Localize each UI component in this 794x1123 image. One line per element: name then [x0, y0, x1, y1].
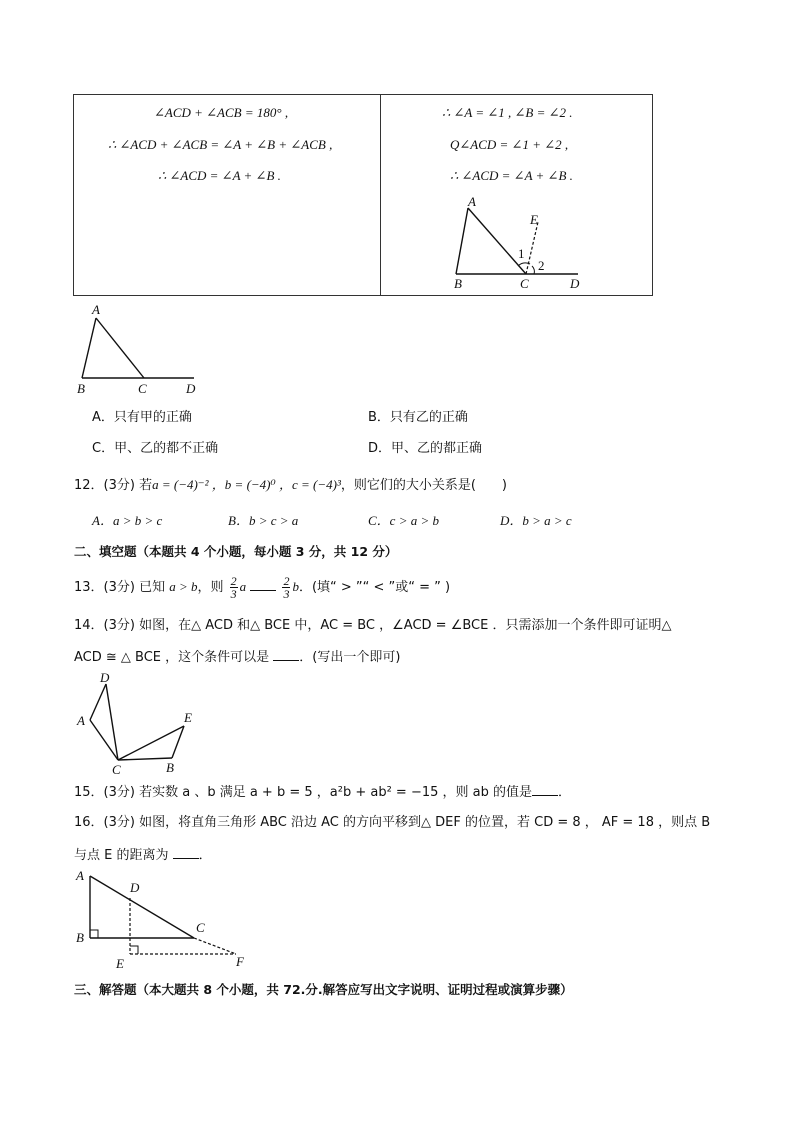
q16-label-c: C: [196, 920, 205, 935]
fig-line-ac: [468, 208, 526, 274]
right-proof-line-2: Q∠ACD = ∠1 + ∠2 ,: [450, 137, 569, 152]
fig-label-e: E: [530, 212, 538, 227]
q11-option-c: C．甲、乙的都不正确: [92, 441, 219, 456]
q14-line-2-a: ACD ≅ △ BCE ，这个条件可以是: [74, 650, 270, 665]
q14-line-ce: [118, 726, 184, 760]
q16-label-d: D: [130, 880, 140, 895]
q16-line-2-a: 与点 E 的距离为: [74, 848, 169, 863]
section-3-heading: 三、解答题（本大题共 8 个小题，共 72.分.解答应写出文字说明、证明过程或演算步骤）: [74, 982, 573, 997]
q16-label-b: B: [76, 930, 84, 945]
fig-label-d: D: [570, 276, 580, 291]
q14-line-1: 14．(3分) 如图，在△ ACD 和△ BCE 中，AC = BC ，∠ACD = ∠BCE ．只需添加一个条件即可证明△: [74, 618, 672, 633]
q11-option-a: A．只有甲的正确: [92, 410, 192, 425]
left-proof-line-2: ∴ ∠ACD + ∠ACB = ∠A + ∠B + ∠ACB ,: [108, 137, 333, 152]
q13-mid: ，则: [197, 580, 224, 595]
q14-line-da: [90, 684, 106, 720]
q14-line-ac: [90, 720, 118, 760]
q11-line-ac: [96, 318, 144, 378]
q14-label-b: B: [166, 760, 174, 775]
q14-line-2-b: ．(写出一个即可): [299, 650, 401, 665]
fig-line-ab: [456, 208, 468, 274]
angle-arc-1: [518, 263, 530, 266]
q12-stem: [74, 476, 507, 495]
fig-label-b: B: [454, 276, 462, 291]
q14-label-c: C: [112, 762, 121, 777]
q11-label-c: C: [138, 381, 147, 396]
q14-label-a: A: [77, 713, 85, 728]
left-proof-line-3: ∴ ∠ACD = ∠A + ∠B .: [158, 168, 281, 183]
q12-option-c: C．c > a > b: [368, 513, 439, 528]
q15-text: 15．(3分) 若实数 a 、b 满足 a + b = 5 ，a²b + ab² = −15 ，则 ab 的值是: [74, 785, 532, 800]
q16-label-a: A: [76, 868, 84, 883]
q11-line-ab: [82, 318, 96, 378]
q16-line-2: [74, 846, 212, 865]
q16-right-angle-e: [130, 946, 138, 954]
q13-answer-blank: [250, 578, 276, 591]
fig-label-angle-2: 2: [538, 258, 545, 273]
q14-figure: [74, 668, 204, 778]
proof-figure: [448, 194, 588, 294]
q16-line-1: 16．(3分) 如图，将直角三角形 ABC 沿边 AC 的方向平移到△ DEF 的位置，若 CD = 8 ， AF = 18 ，则点 B: [74, 815, 711, 830]
q13-stem: [74, 575, 450, 600]
angle-arc-2: [532, 266, 534, 274]
q11-option-d: D．甲、乙的都正确: [368, 441, 483, 456]
q13-condition: a > b: [169, 579, 198, 594]
q15-end: ．: [558, 785, 572, 800]
q12-suffix: ，则它们的大小关系是( ): [340, 478, 507, 493]
q16-right-angle-b: [90, 930, 98, 938]
fig-label-angle-1: 1: [518, 246, 525, 261]
right-proof-line-1: ∴ ∠A = ∠1 , ∠B = ∠2 .: [442, 105, 573, 120]
q12-option-a: A．a > b > c: [92, 513, 163, 528]
q12-prefix: 12．(3分) 若: [74, 478, 153, 493]
q13-fraction-left: $\frac{2}{3}$: [230, 574, 237, 601]
q14-answer-blank: [273, 648, 299, 661]
q16-line-2-b: ．: [198, 848, 212, 863]
q12-option-b: B．b > c > a: [228, 513, 299, 528]
q13-var-a: a: [239, 579, 247, 594]
q11-label-a: A: [92, 302, 100, 317]
q13-suffix: ．(填“ > ”“ < ”或“ = ” ): [298, 580, 451, 595]
fig-label-a: A: [468, 194, 476, 209]
q16-label-f: F: [236, 954, 244, 969]
left-proof-line-1: ∠ACD + ∠ACB = 180° ,: [154, 105, 289, 120]
q16-label-e: E: [116, 956, 124, 971]
q13-var-b: b: [292, 579, 299, 594]
section-2-heading: 二、填空题（本题共 4 个小题，每小题 3 分，共 12 分）: [74, 544, 398, 559]
q11-label-b: B: [77, 381, 85, 396]
q14-line-cb: [118, 758, 172, 760]
q14-label-e: E: [184, 710, 192, 725]
q11-figure: [74, 302, 204, 398]
q14-line-2: [74, 648, 400, 667]
q15-stem: [74, 783, 571, 802]
q12-expression: a = (−4)⁻² ，b = (−4)⁰ ，c = (−4)³: [152, 477, 341, 492]
q11-label-d: D: [186, 381, 196, 396]
q16-line-ac: [90, 876, 194, 938]
table-divider: [380, 95, 381, 295]
q16-answer-blank: [173, 846, 199, 859]
q11-option-b: B．只有乙的正确: [368, 410, 468, 425]
q14-line-dc: [106, 684, 118, 760]
q14-label-d: D: [100, 670, 110, 685]
q16-line-cf: [194, 938, 236, 954]
q15-answer-blank: [532, 783, 558, 796]
q13-fraction-right: $\frac{2}{3}$: [283, 574, 290, 601]
q12-option-d: D．b > a > c: [500, 513, 572, 528]
right-proof-line-3: ∴ ∠ACD = ∠A + ∠B .: [450, 168, 573, 183]
q16-figure: [74, 866, 264, 974]
fig-label-c: C: [520, 276, 529, 291]
q13-prefix: 13．(3分) 已知: [74, 580, 166, 595]
